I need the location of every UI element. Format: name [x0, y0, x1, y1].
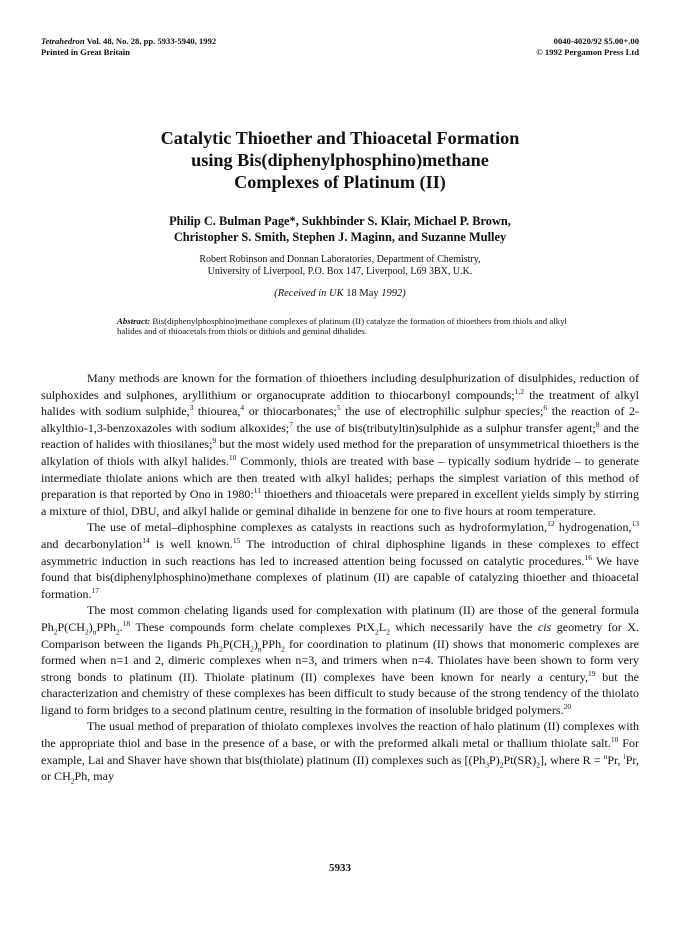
abstract-label: Abstract:	[117, 316, 151, 326]
received-date	[0, 288, 680, 299]
article-body	[41, 370, 639, 785]
affiliation	[0, 254, 680, 277]
affiliation-line-2: University of Liverpool, P.O. Box 147, Liverpool, L69 3BX, U.K.	[207, 265, 473, 277]
abstract-text: Bis(diphenylphosphino)methane complexes of platinum (II) catalyze the formation of thioethers from thiols and alkyl halides and of thioacetals from thiols or dithiols and geminal dihalides.	[117, 316, 567, 337]
body-paragraph: The use of metal–diphosphine complexes as catalysts in reactions such as hydroformylation,$^{12}$ hydrogenation,$^{13}$ and decarbonylation$^{14}$ is well known.$^{15}$ The introduction of chiral diphosphine ligands in these complexes to effect asymmetric induction in such reactions has led to increased attention being focussed on catalytic procedures.$^{16}$ We have found that bis(diphenylphosphino)methane complexes of platinum (II) are capable of catalyzing thioether and thioacetal formation.$^{17}$	[41, 519, 640, 601]
abstract	[117, 316, 587, 336]
journal-name: Tetrahedron	[41, 36, 85, 46]
body-paragraph: The usual method of preparation of thiolato complexes involves the reaction of halo platinum (II) complexes with the appropriate thiol and base in the presence of a base, or with the preformed alkali metal or thallium thiolate salt.$^{10}$ For example, Lai and Shaver have shown that bis(thiolate) platinum (II) complexes such as $[(Ph_3P)_2Pt(SR)_2]$, where R = $^n$Pr, $^i$Pr, or $CH_2Ph$, may	[41, 719, 639, 786]
journal-citation: Vol. 48, No. 28, pp. 5933-5940, 1992	[84, 36, 217, 46]
authors-line-2: Christopher S. Smith, Stephen J. Maginn, and Suzanne Mulley	[173, 230, 507, 244]
title-line-1: Catalytic Thioether and Thioacetal Formation	[160, 128, 520, 148]
page-number: 5933	[329, 862, 351, 874]
title-line-3: Complexes of Platinum (II)	[234, 172, 446, 192]
body-paragraph: Many methods are known for the formation of thioethers including desulphurization of disulphides, reduction of sulphoxides and sulphones, aryllithium or organocuprate addition to thiocarbonyl compounds;$^{1,2}$ the treatment of alkyl halides with sodium sulphide,$^3$ thiourea,$^4$ or thiocarbonates;$^5$ the use of electrophilic sulphur species;$^6$ the reaction of 2-alkylthio-1,3-benzoxazoles with sodium alkoxides;$^7$ the use of bis(tributyltin)sulphide as a sulphur transfer agent;$^8$ and the reaction of halides with thiosilanes;$^9$ but the most widely used method for the preparation of unsymmetrical thioethers is the alkylation of thiols with alkyl halides.$^{10}$ Commonly, thiols are treated with base – typically sodium hydride – to generate intermediate thiolate anions which are then treated with alkyl halides; perhaps the simplest variation of this method of preparation is that reported by Ono in 1980:$^{11}$ thioethers and thioacetals were prepared in excellent yields simply by stirring a mixture of thiol, DBU, and alkyl halide or geminal dihalide in benzene for one to five hours at room temperature.	[41, 371, 640, 518]
body-paragraph: The most common chelating ligands used for complexation with platinum (II) are those of the general formula $Ph_2P(CH_2)_nPPh_2.^{18}$ These compounds form chelate complexes $PtX_2L_2$ which necessarily have the cis geometry for X. Comparison between the ligands $Ph_2P(CH_2)_nPPh_2$ for coordination to platinum (II) shows that monomeric complexes are formed when n=1 and 2, dimeric complexes when n=3, and trimers when n=4. Thiolates have been shown to form very strong bonds to platinum (II). Thiolate platinum (II) complexes have been known for nearly a century,$^{19}$ but the characterization and chemistry of these complexes has been difficult to study because of the strong tendency of the thiolato ligand to form bridges to a second platinum centre, resulting in the formation of insoluble bridged polymers.$^{20}$	[41, 603, 639, 717]
received-suffix: 1992)	[378, 288, 406, 299]
affiliation-line-1: Robert Robinson and Donnan Laboratories, Department of Chemistry,	[199, 254, 481, 265]
author-list	[0, 213, 680, 245]
printed-in: Printed in Great Britain	[41, 47, 130, 57]
journal-header	[41, 36, 216, 58]
article-title	[0, 127, 680, 193]
publisher-header	[536, 36, 639, 58]
authors-line-1: Philip C. Bulman Page*, Sukhbinder S. Klair, Michael P. Brown,	[169, 214, 511, 228]
copyright: © 1992 Pergamon Press Ltd	[536, 47, 639, 57]
received-day-month: 18 May	[346, 288, 379, 299]
received-prefix: (Received in UK	[274, 288, 347, 299]
issn-price: 0040-4020/92 $5.00+.00	[553, 36, 639, 46]
title-line-2: using Bis(diphenylphosphino)methane	[191, 150, 489, 170]
